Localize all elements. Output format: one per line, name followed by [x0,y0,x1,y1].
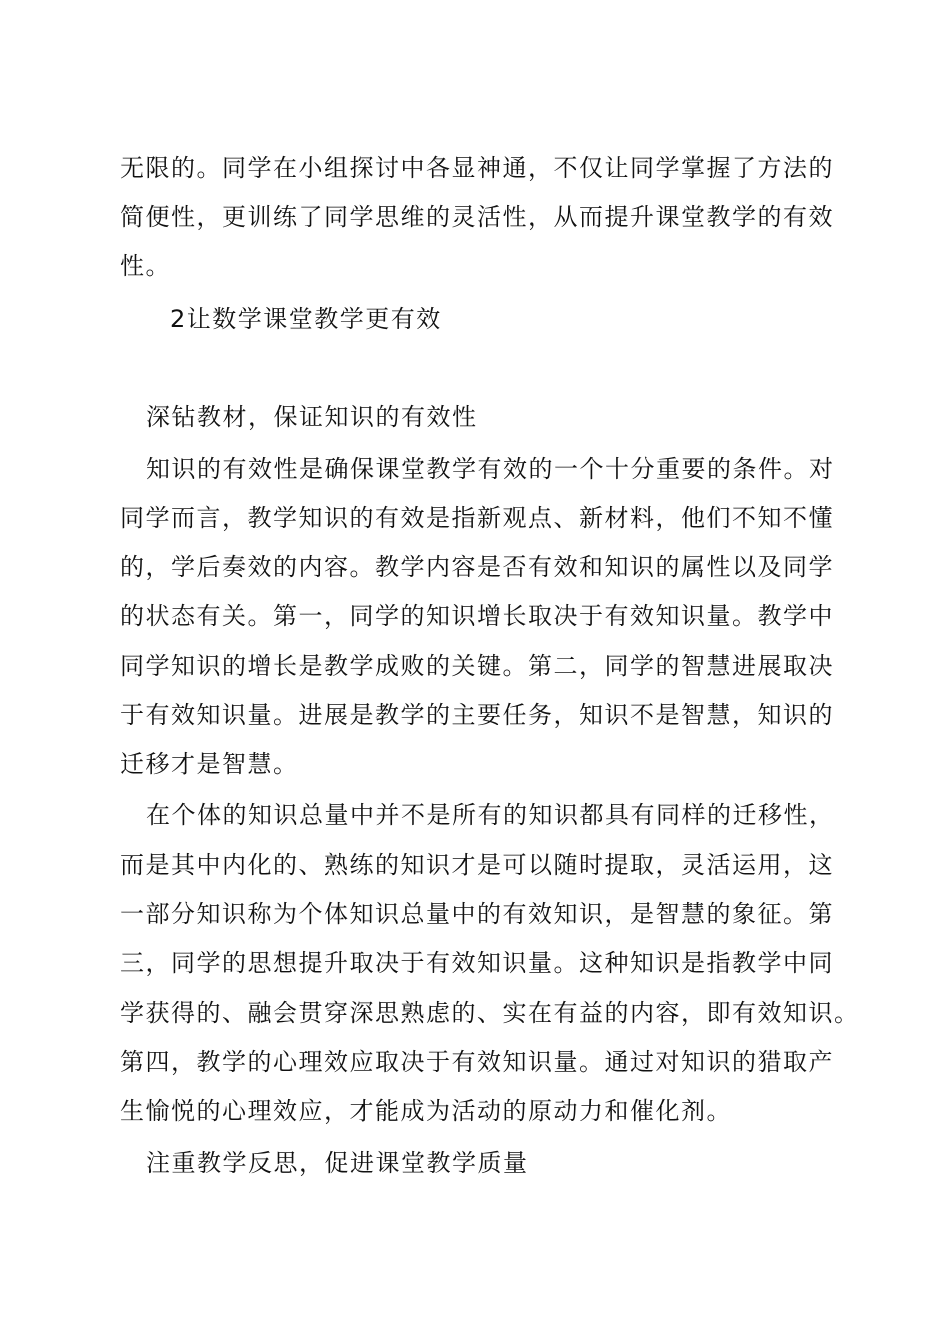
subsection-heading: 注重教学反思，促进课堂教学质量 [146,1149,529,1177]
text-line: 简便性，更训练了同学思维的灵活性，从而提升课堂教学的有效 [120,203,834,231]
text-line: 迁移才是智慧。 [120,750,299,778]
text-line: 无限的。同学在小组探讨中各显神通，不仅让同学掌握了方法的 [120,154,834,182]
text-line: 于有效知识量。进展是教学的主要任务，知识不是智慧，知识的 [120,701,834,729]
text-line: 生愉悦的心理效应，才能成为活动的原动力和催化剂。 [120,1097,732,1125]
text-line: 的，学后奏效的内容。教学内容是否有效和知识的属性以及同学 [120,553,834,581]
text-line: 三，同学的思想提升取决于有效知识量。这种知识是指教学中同 [120,949,834,977]
subsection-heading: 深钻教材，保证知识的有效性 [146,403,478,431]
text-line: 性。 [120,252,171,280]
text-line: 同学知识的增长是教学成败的关键。第二，同学的智慧进展取决 [120,652,834,680]
text-line: 知识的有效性是确保课堂教学有效的一个十分重要的条件。对 [146,455,835,483]
text-line: 学获得的、融会贯穿深思熟虑的、实在有益的内容，即有效知识。 [120,999,860,1027]
text-line: 第四，教学的心理效应取决于有效知识量。通过对知识的猎取产 [120,1048,834,1076]
text-line: 的状态有关。第一，同学的知识增长取决于有效知识量。教学中 [120,602,834,630]
text-line: 一部分知识称为个体知识总量中的有效知识，是智慧的象征。第 [120,900,834,928]
text-line: 而是其中内化的、熟练的知识才是可以随时提取，灵活运用，这 [120,851,834,879]
text-line: 同学而言，教学知识的有效是指新观点、新材料，他们不知不懂 [120,504,834,532]
section-heading: 2让数学课堂教学更有效 [170,305,442,333]
text-line: 在个体的知识总量中并不是所有的知识都具有同样的迁移性， [146,801,835,829]
